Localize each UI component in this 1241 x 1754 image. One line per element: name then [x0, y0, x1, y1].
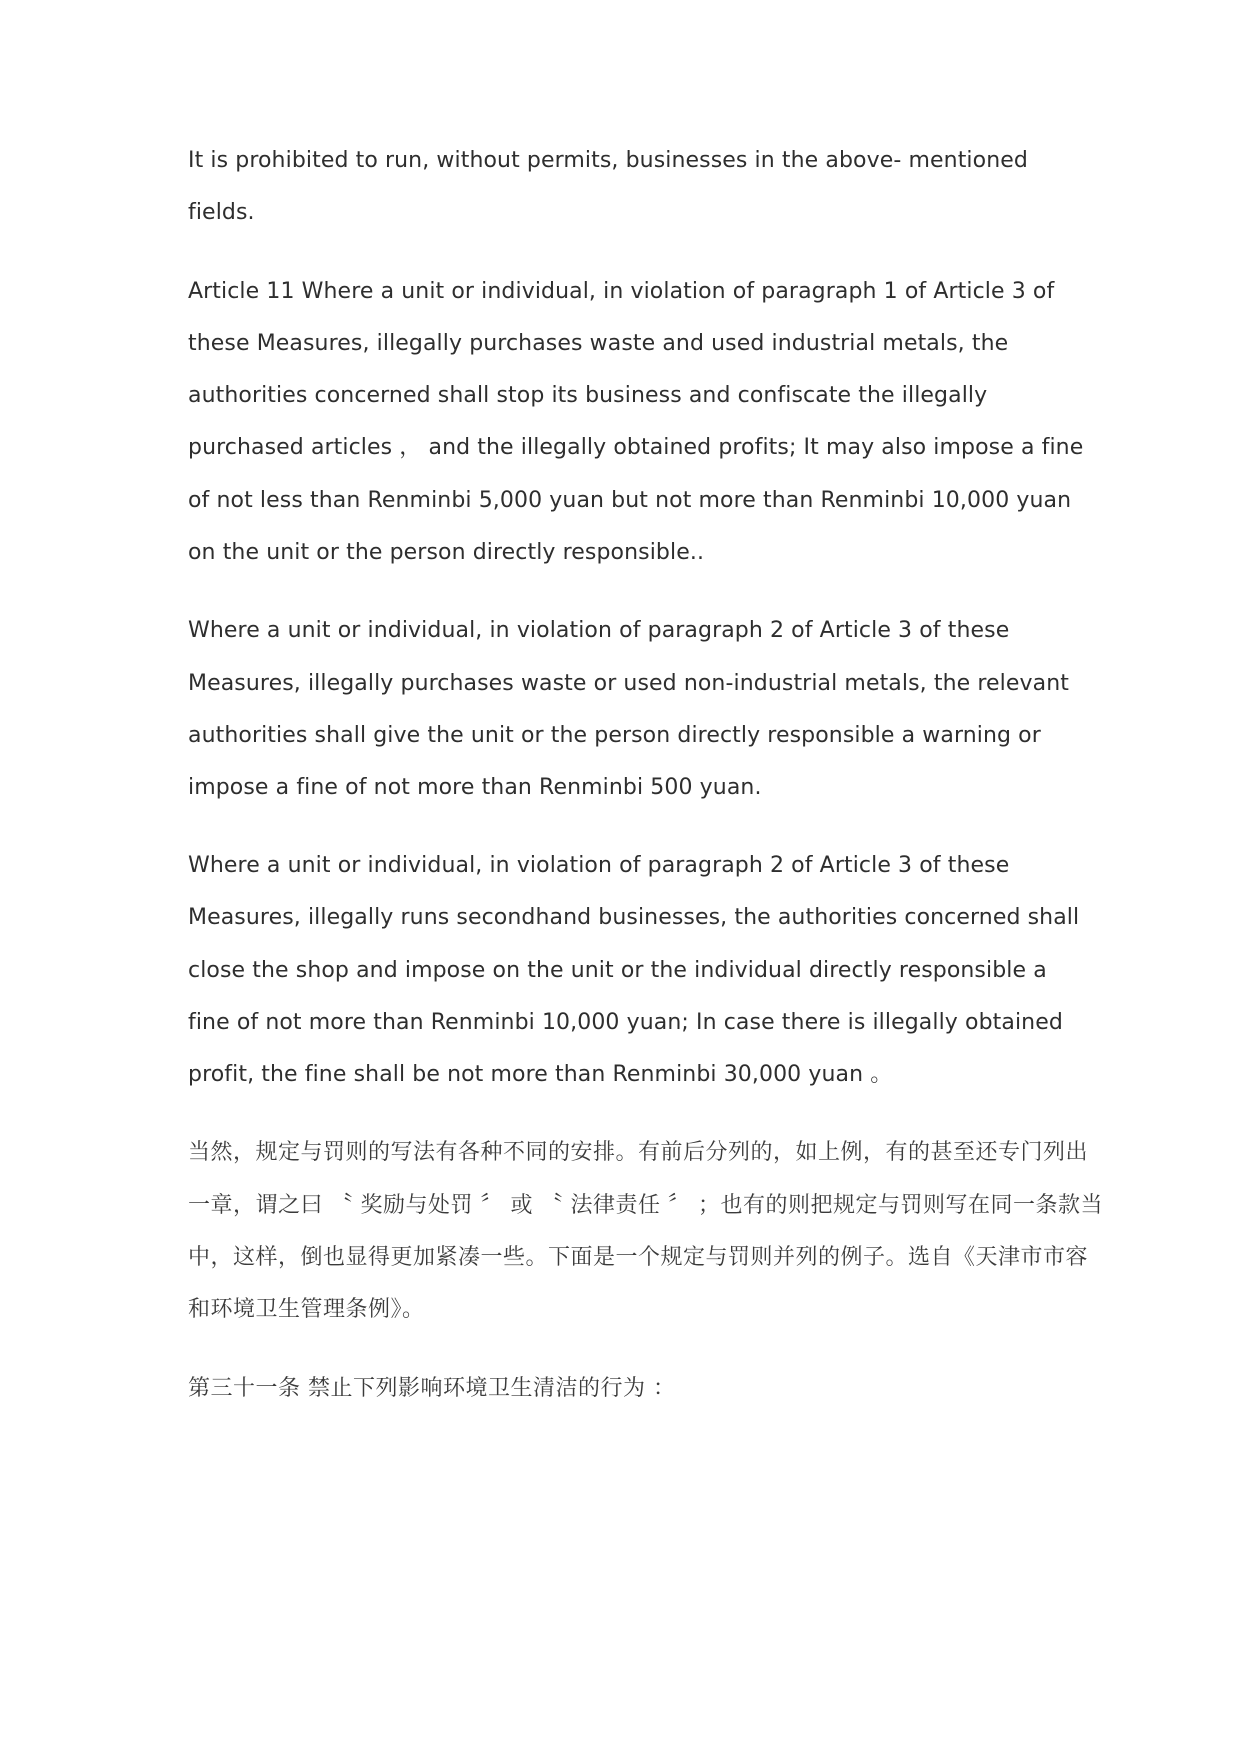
paragraph-5-line-1: 当然，规定与罚则的写法有各种不同的安排。有前后分列的，如上例，有的甚至还专门列出 [188, 1140, 1089, 1165]
paragraph-2-line-5: of not less than Renminbi 5,000 yuan but not more than Renminbi 10,000 yuan [188, 488, 1072, 513]
paragraph-4-line-4: fine of not more than Renminbi 10,000 yuan; In case there is illegally obtained [188, 1010, 1063, 1035]
paragraph-2-line-2: these Measures, illegally purchases waste and used industrial metals, the [188, 331, 1009, 356]
paragraph-2-line-3: authorities concerned shall stop its business and confiscate the illegally [188, 383, 988, 408]
paragraph-2-line-6: on the unit or the person directly responsible.. [188, 540, 705, 565]
paragraph-5-line-2: 一章，谓之曰 〝 奖励与处罚 〞 或 〝 法律责任 〞 ；也有的则把规定与罚则写在同一条款当 [188, 1193, 1103, 1218]
paragraph-4-line-5: profit, the fine shall be not more than Renminbi 30,000 yuan 。 [188, 1062, 893, 1087]
paragraph-1-line-1: It is prohibited to run, without permits, businesses in the above- mentioned [188, 148, 1028, 173]
paragraph-4-line-3: close the shop and impose on the unit or the individual directly responsible a [188, 958, 1047, 983]
paragraph-3-line-2: Measures, illegally purchases waste or used non-industrial metals, the relevant [188, 671, 1069, 696]
paragraph-3-line-4: impose a fine of not more than Renminbi 500 yuan. [188, 775, 762, 800]
paragraph-6-line-1: 第三十一条 禁止下列影响环境卫生清洁的行为 ： [188, 1376, 676, 1401]
paragraph-2-line-4: purchased articles ， and the illegally obtained profits; It may also impose a fine [188, 435, 1084, 460]
paragraph-3-line-3: authorities shall give the unit or the person directly responsible a warning or [188, 723, 1041, 748]
paragraph-1-line-2: fields. [188, 200, 255, 225]
paragraph-2-line-1: Article 11 Where a unit or individual, in violation of paragraph 1 of Article 3 of [188, 279, 1055, 304]
paragraph-4-line-1: Where a unit or individual, in violation of paragraph 2 of Article 3 of these [188, 853, 1010, 878]
paragraph-5-line-4: 和环境卫生管理条例》。 [188, 1297, 425, 1322]
paragraph-4-line-2: Measures, illegally runs secondhand businesses, the authorities concerned shall [188, 905, 1080, 930]
paragraph-5-line-3: 中，这样，倒也显得更加紧凑一些。下面是一个规定与罚则并列的例子。选自《天津市市容 [188, 1245, 1089, 1270]
paragraph-3-line-1: Where a unit or individual, in violation of paragraph 2 of Article 3 of these [188, 618, 1010, 643]
